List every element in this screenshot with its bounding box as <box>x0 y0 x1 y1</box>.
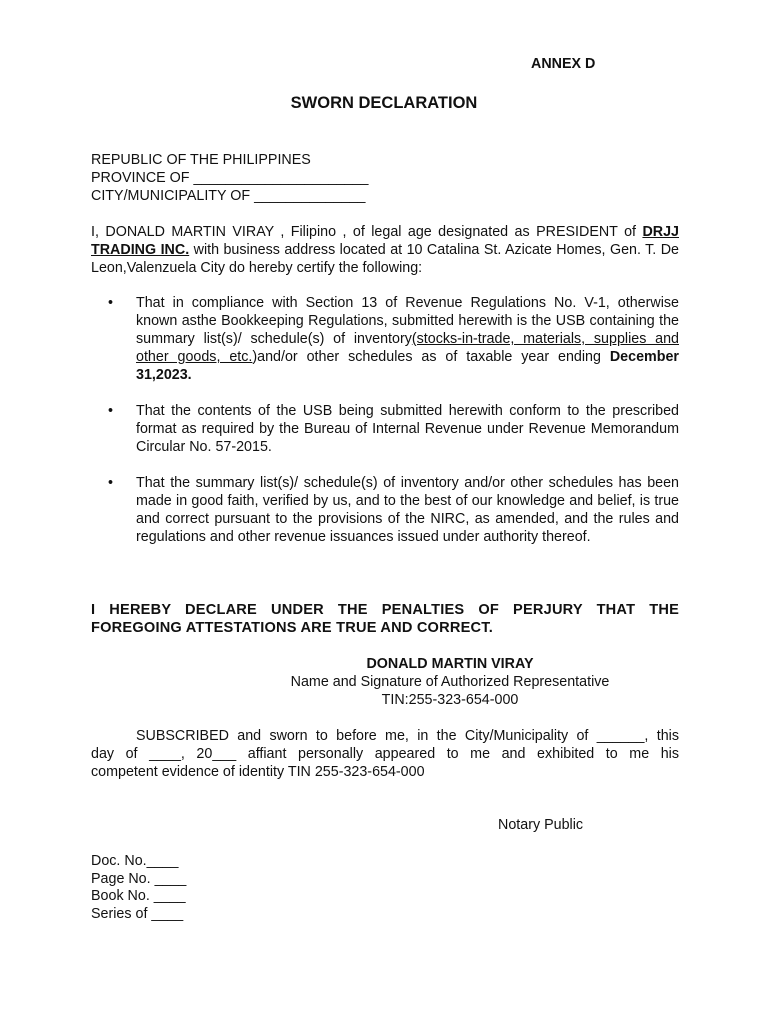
list-item: • That the summary list(s)/ schedule(s) of inventory and/or other schedules has been made in good faith, verified by us, and to the best of our knowledge and belief, is true and correct pursuant to the provisions of the NIRC, as amended, and the rules and regulations and other revenue issuances issued under authority thereof. <box>108 474 679 546</box>
venue-block <box>91 151 679 205</box>
annex-label: ANNEX D <box>531 56 596 72</box>
page-number: Page No. ____ <box>91 870 187 887</box>
subscribed-line-1: SUBSCRIBED and sworn to before me, in the City/Municipality of ______, this <box>136 728 679 744</box>
certification-list <box>108 294 679 546</box>
company-name: DRJJ TRADING INC. <box>91 224 679 258</box>
bullet-1-text-2: )and/or other schedules as of taxable year ending <box>252 349 610 365</box>
signer-name: DONALD MARTIN VIRAY <box>366 656 534 672</box>
subscribed-line-2: day of ____, 20___ affiant personally appeared to me and exhibited to me his <box>91 746 679 762</box>
taxable-year-date: December 31,2023. <box>136 349 679 383</box>
document-title: SWORN DECLARATION <box>290 94 478 112</box>
province-line: PROVINCE OF ______________________ <box>91 170 369 186</box>
list-item <box>108 294 679 384</box>
book-number: Book No. ____ <box>91 888 186 905</box>
bullet-1-underlined: (stocks-in-trade, materials, supplies and other goods, etc. <box>136 331 679 365</box>
intro-paragraph <box>91 223 679 277</box>
city-line: CITY/MUNICIPALITY OF ______________ <box>91 188 366 204</box>
intro-text-1: I, DONALD MARTIN VIRAY , Filipino , of legal age designated as PRESIDENT of <box>91 224 643 240</box>
republic-line: REPUBLIC OF THE PHILIPPINES <box>91 152 311 168</box>
doc-number: Doc. No.____ <box>91 853 179 869</box>
perjury-declaration: I HEREBY DECLARE UNDER THE PENALTIES OF PERJURY THAT THE FOREGOING ATTESTATIONS ARE TRUE AND CORRECT. <box>91 602 679 636</box>
notary-public-label: Notary Public <box>498 817 584 833</box>
subscribed-paragraph <box>91 727 679 781</box>
list-item: • That the contents of the USB being submitted herewith conform to the prescribed format as required by the Bureau of Internal Revenue under Revenue Memorandum Circular No. 57-2015. <box>108 402 679 456</box>
signer-caption: Name and Signature of Authorized Representative <box>290 674 610 690</box>
notarial-register <box>91 852 186 922</box>
series-line: Series of ____ <box>91 905 184 922</box>
signer-tin: TIN:255-323-654-000 <box>381 692 519 708</box>
bullet-1-text-1: That in compliance with Section 13 of Revenue Regulations No. V-1, otherwise known asthe Bookkeeping Regulations, submitted herewith is the USB containing the summary list(s)/ schedule(s) of inventory <box>136 295 679 347</box>
subscribed-line-3: competent evidence of identity TIN 255-323-654-000 <box>91 764 425 780</box>
intro-text-2: with business address located at 10 Catalina St. Azicate Homes, Gen. T. De Leon,Valenzuela City do hereby certify the following: <box>91 242 679 276</box>
